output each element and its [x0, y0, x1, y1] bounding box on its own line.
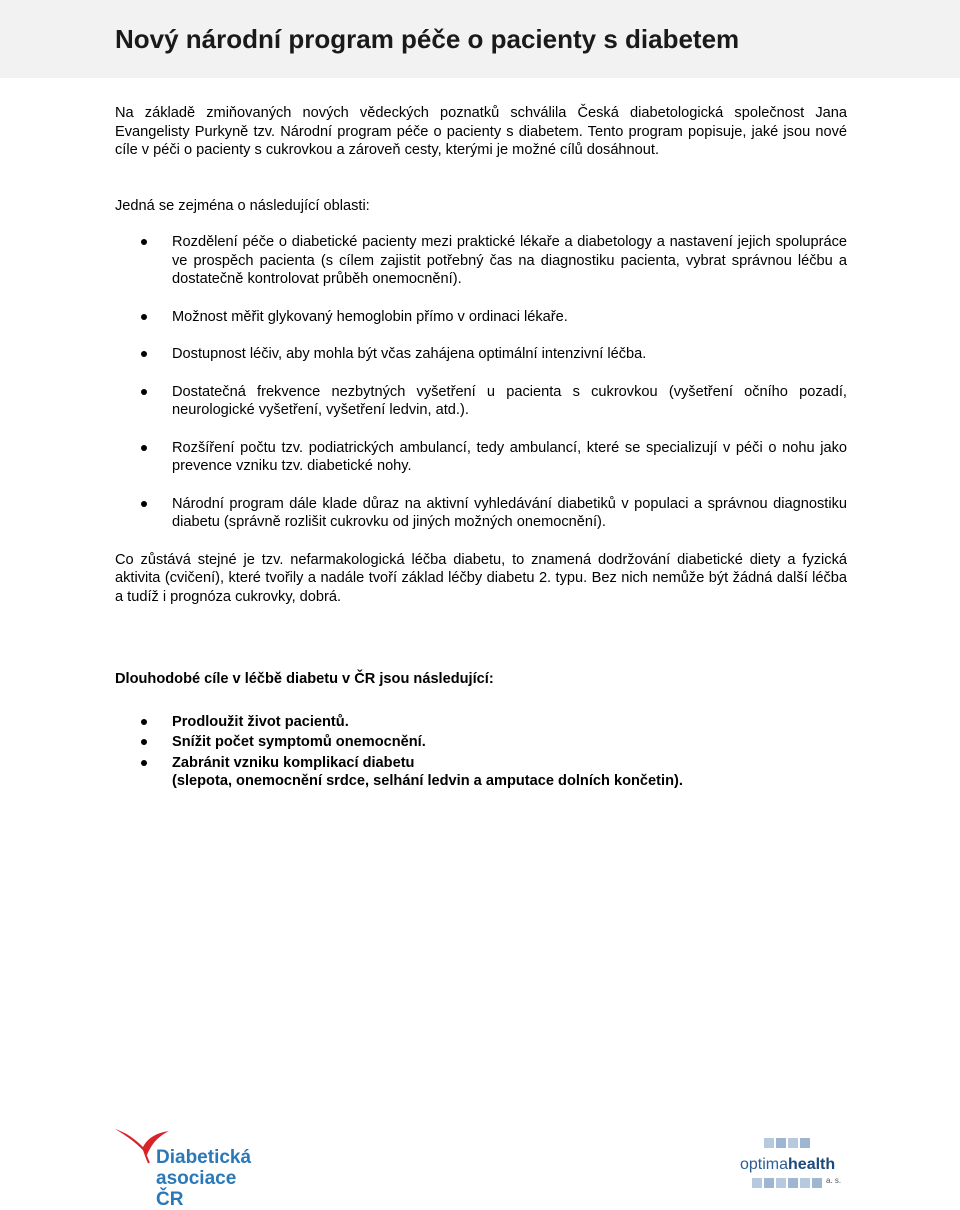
- list-item: [115, 754, 847, 791]
- goal-subtext: (slepota, onemocnění srdce, selhání ledvin a amputace dolních končetin).: [172, 773, 683, 789]
- page-header: [0, 0, 960, 78]
- page-title: Nový národní program péče o pacienty s diabetem: [115, 24, 740, 54]
- list-item: Dostupnost léčiv, aby mohla být včas zahájena optimální intenzivní léčba.: [115, 345, 847, 364]
- goals-list: [115, 713, 847, 791]
- logo-line-1: Diabetická: [156, 1147, 252, 1168]
- logo-suffix: health: [788, 1156, 836, 1173]
- diabeticka-asociace-logo: [113, 1125, 253, 1210]
- list-item: Národní program dále klade důraz na aktivní vyhledávání diabetiků v populaci a správnou diagnostiku diabetu (správně rozlišit cukrovku od jiných možných onemocnění).: [115, 495, 847, 532]
- list-item: Snížit počet symptomů onemocnění.: [115, 733, 847, 752]
- areas-lead: Jedná se zejména o následující oblasti:: [115, 197, 370, 214]
- logo-wordmark: [740, 1156, 835, 1174]
- list-item: Rozšíření počtu tzv. podiatrických ambulancí, tedy ambulancí, které se specializují v péči o nohu jako prevence vzniku tzv. diabetické nohy.: [115, 439, 847, 476]
- goals-title: Dlouhodobé cíle v léčbě diabetu v ČR jsou následující:: [115, 671, 494, 687]
- optimahealth-logo: [738, 1138, 848, 1196]
- areas-list: [115, 233, 847, 532]
- logo-line-2: asociace ČR: [156, 1168, 237, 1210]
- goal-text: Zabránit vzniku komplikací diabetu: [172, 754, 415, 771]
- list-item: Prodloužit život pacientů.: [115, 713, 847, 732]
- document-body: [115, 104, 847, 793]
- logo-tail: a. s.: [826, 1176, 842, 1185]
- logo-prefix: optima: [740, 1156, 789, 1173]
- list-item: Rozdělení péče o diabetické pacienty mezi praktické lékaře a diabetology a nastavení jejich spolupráce ve prospěch pacienta (s cílem zajistit potřebný čas na diagnostiku pacienta, vybrat správnou léčbu a dostatečně kontrolovat průběh onemocnění).: [115, 233, 847, 289]
- intro-paragraph: Na základě zmiňovaných nových vědeckých poznatků schválila Česká diabetologická společnost Jana Evangelisty Purkyně tzv. Národní program péče o pacienty s diabetem. Tento program popisuje, jaké jsou nové cíle v péči o pacienty s cukrovkou a zároveň cesty, kterými je možné cílů dosáhnout.: [115, 105, 847, 158]
- list-item: Dostatečná frekvence nezbytných vyšetření u pacienta s cukrovkou (vyšetření očního pozadí, neurologické vyšetření, vyšetření ledvin, atd.).: [115, 383, 847, 420]
- list-item: Možnost měřit glykovaný hemoglobin přímo v ordinaci lékaře.: [115, 308, 847, 327]
- closing-paragraph: Co zůstává stejné je tzv. nefarmakologická léčba diabetu, to znamená dodržování diabetické diety a fyzická aktivita (cvičení), které tvořily a nadále tvoří základ léčby diabetu 2. typu. Bez nich nemůže být žádná další léčba a tudíž i prognóza cukrovky, dobrá.: [115, 551, 847, 605]
